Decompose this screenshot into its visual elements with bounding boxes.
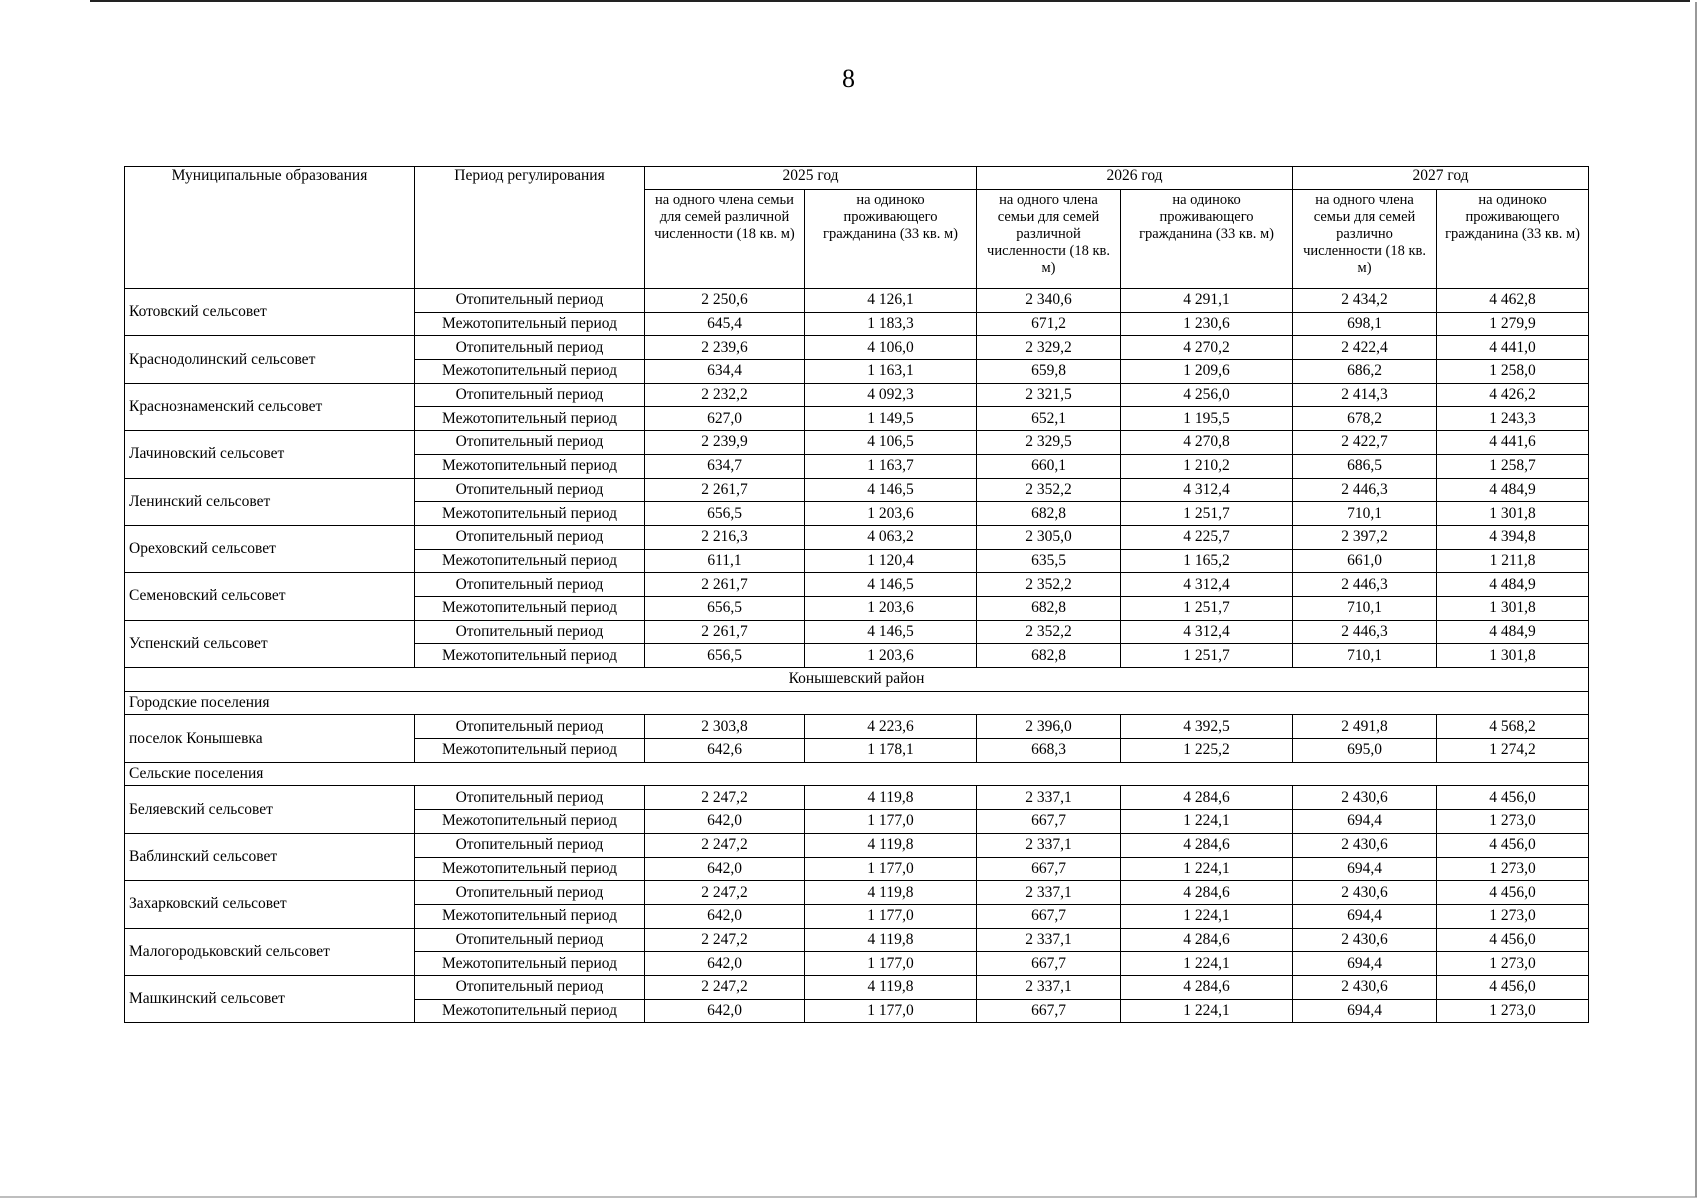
value-cell: 682,8: [977, 596, 1121, 620]
value-cell: 4 146,5: [805, 573, 977, 597]
value-cell: 4 119,8: [805, 881, 977, 905]
value-cell: 1 301,8: [1437, 596, 1589, 620]
value-cell: 4 568,2: [1437, 715, 1589, 739]
value-cell: 4 223,6: [805, 715, 977, 739]
value-cell: 2 337,1: [977, 833, 1121, 857]
value-cell: 2 430,6: [1293, 786, 1437, 810]
value-cell: 2 247,2: [645, 975, 805, 999]
period-heating: Отопительный период: [415, 715, 645, 739]
value-cell: 2 250,6: [645, 289, 805, 313]
value-cell: 4 284,6: [1121, 881, 1293, 905]
table-row: [125, 289, 1589, 313]
value-cell: 4 312,4: [1121, 478, 1293, 502]
value-cell: 642,0: [645, 952, 805, 976]
value-cell: 4 441,0: [1437, 336, 1589, 360]
header-subcol-2026-single: на одиноко проживающего гражданина (33 кв. м): [1121, 190, 1293, 289]
value-cell: 1 273,0: [1437, 904, 1589, 928]
page-number: 8: [842, 64, 855, 93]
value-cell: 2 261,7: [645, 573, 805, 597]
value-cell: 682,8: [977, 502, 1121, 526]
value-cell: 2 446,3: [1293, 573, 1437, 597]
value-cell: 2 321,5: [977, 383, 1121, 407]
value-cell: 2 396,0: [977, 715, 1121, 739]
period-heating: Отопительный период: [415, 383, 645, 407]
value-cell: 686,2: [1293, 360, 1437, 384]
value-cell: 634,4: [645, 360, 805, 384]
value-cell: 2 414,3: [1293, 383, 1437, 407]
municipality-name: Беляевский сельсовет: [125, 786, 415, 833]
municipality-name: Малогородьковский сельсовет: [125, 928, 415, 975]
value-cell: 2 434,2: [1293, 289, 1437, 313]
value-cell: 4 119,8: [805, 786, 977, 810]
value-cell: 4 063,2: [805, 525, 977, 549]
value-cell: 694,4: [1293, 999, 1437, 1023]
value-cell: 4 284,6: [1121, 786, 1293, 810]
value-cell: 4 441,6: [1437, 431, 1589, 455]
header-municipality: Муниципальные образования: [125, 167, 415, 289]
value-cell: 1 120,4: [805, 549, 977, 573]
value-cell: 4 119,8: [805, 975, 977, 999]
municipality-name: Краснодолинский сельсовет: [125, 336, 415, 383]
table-row: [125, 786, 1589, 810]
value-cell: 1 224,1: [1121, 857, 1293, 881]
value-cell: 661,0: [1293, 549, 1437, 573]
value-cell: 2 247,2: [645, 881, 805, 905]
value-cell: 667,7: [977, 857, 1121, 881]
value-cell: 2 422,4: [1293, 336, 1437, 360]
value-cell: 1 224,1: [1121, 810, 1293, 834]
value-cell: 4 270,2: [1121, 336, 1293, 360]
value-cell: 1 279,9: [1437, 312, 1589, 336]
header-subcol-2027-single: на одиноко проживающего гражданина (33 кв. м): [1437, 190, 1589, 289]
period-heating: Отопительный период: [415, 573, 645, 597]
header-period: Период регулирования: [415, 167, 645, 289]
value-cell: 694,4: [1293, 857, 1437, 881]
value-cell: 695,0: [1293, 739, 1437, 763]
value-cell: 1 210,2: [1121, 454, 1293, 478]
period-non-heating: Межотопительный период: [415, 312, 645, 336]
value-cell: 668,3: [977, 739, 1121, 763]
value-cell: 2 446,3: [1293, 478, 1437, 502]
value-cell: 4 284,6: [1121, 975, 1293, 999]
municipality-name: Успенский сельсовет: [125, 620, 415, 667]
value-cell: 671,2: [977, 312, 1121, 336]
value-cell: 4 270,8: [1121, 431, 1293, 455]
value-cell: 4 456,0: [1437, 833, 1589, 857]
period-heating: Отопительный период: [415, 786, 645, 810]
table-row: [125, 881, 1589, 905]
period-heating: Отопительный период: [415, 620, 645, 644]
value-cell: 4 394,8: [1437, 525, 1589, 549]
value-cell: 1 274,2: [1437, 739, 1589, 763]
value-cell: 686,5: [1293, 454, 1437, 478]
value-cell: 2 397,2: [1293, 525, 1437, 549]
value-cell: 667,7: [977, 952, 1121, 976]
period-heating: Отопительный период: [415, 881, 645, 905]
municipality-name: Ореховский сельсовет: [125, 525, 415, 572]
value-cell: 1 203,6: [805, 644, 977, 668]
header-year-2027: 2027 год: [1293, 167, 1589, 190]
value-cell: 1 165,2: [1121, 549, 1293, 573]
value-cell: 2 239,9: [645, 431, 805, 455]
table-row: [125, 715, 1589, 739]
value-cell: 642,0: [645, 999, 805, 1023]
value-cell: 611,1: [645, 549, 805, 573]
value-cell: 1 301,8: [1437, 644, 1589, 668]
value-cell: 656,5: [645, 596, 805, 620]
value-cell: 4 284,6: [1121, 928, 1293, 952]
value-cell: 642,0: [645, 810, 805, 834]
period-heating: Отопительный период: [415, 928, 645, 952]
value-cell: 4 392,5: [1121, 715, 1293, 739]
value-cell: 1 251,7: [1121, 502, 1293, 526]
value-cell: 694,4: [1293, 952, 1437, 976]
value-cell: 1 177,0: [805, 999, 977, 1023]
value-cell: 1 258,7: [1437, 454, 1589, 478]
value-cell: 2 430,6: [1293, 928, 1437, 952]
value-cell: 4 146,5: [805, 620, 977, 644]
value-cell: 635,5: [977, 549, 1121, 573]
tariff-table: [124, 166, 1589, 1023]
value-cell: 1 195,5: [1121, 407, 1293, 431]
value-cell: 634,7: [645, 454, 805, 478]
value-cell: 1 177,0: [805, 857, 977, 881]
table-row: [125, 833, 1589, 857]
table-row: [125, 431, 1589, 455]
period-heating: Отопительный период: [415, 478, 645, 502]
value-cell: 1 301,8: [1437, 502, 1589, 526]
value-cell: 1 177,0: [805, 810, 977, 834]
value-cell: 2 261,7: [645, 620, 805, 644]
header-subcol-2027-family: на одного члена семьи для семей различно численности (18 кв. м): [1293, 190, 1437, 289]
value-cell: 678,2: [1293, 407, 1437, 431]
value-cell: 1 209,6: [1121, 360, 1293, 384]
period-non-heating: Межотопительный период: [415, 596, 645, 620]
header-year-2025: 2025 год: [645, 167, 977, 190]
value-cell: 4 484,9: [1437, 620, 1589, 644]
municipality-name: поселок Конышевка: [125, 715, 415, 762]
value-cell: 1 203,6: [805, 502, 977, 526]
period-non-heating: Межотопительный период: [415, 857, 645, 881]
value-cell: 694,4: [1293, 810, 1437, 834]
value-cell: 1 251,7: [1121, 644, 1293, 668]
period-non-heating: Межотопительный период: [415, 739, 645, 763]
section-row: [125, 691, 1589, 715]
value-cell: 4 284,6: [1121, 833, 1293, 857]
value-cell: 1 273,0: [1437, 810, 1589, 834]
value-cell: 4 484,9: [1437, 478, 1589, 502]
period-non-heating: Межотопительный период: [415, 360, 645, 384]
value-cell: 1 243,3: [1437, 407, 1589, 431]
period-non-heating: Межотопительный период: [415, 952, 645, 976]
value-cell: 4 225,7: [1121, 525, 1293, 549]
value-cell: 645,4: [645, 312, 805, 336]
value-cell: 4 456,0: [1437, 928, 1589, 952]
value-cell: 2 247,2: [645, 928, 805, 952]
value-cell: 1 177,0: [805, 952, 977, 976]
period-heating: Отопительный период: [415, 289, 645, 313]
value-cell: 659,8: [977, 360, 1121, 384]
period-non-heating: Межотопительный период: [415, 549, 645, 573]
header-year-2026: 2026 год: [977, 167, 1293, 190]
value-cell: 1 224,1: [1121, 952, 1293, 976]
value-cell: 2 491,8: [1293, 715, 1437, 739]
value-cell: 656,5: [645, 644, 805, 668]
value-cell: 1 203,6: [805, 596, 977, 620]
value-cell: 2 340,6: [977, 289, 1121, 313]
table-row: [125, 525, 1589, 549]
value-cell: 2 337,1: [977, 786, 1121, 810]
value-cell: 4 119,8: [805, 833, 977, 857]
value-cell: 4 119,8: [805, 928, 977, 952]
value-cell: 642,6: [645, 739, 805, 763]
district-label: Конышевский район: [125, 668, 1589, 692]
value-cell: 1 178,1: [805, 739, 977, 763]
value-cell: 4 312,4: [1121, 620, 1293, 644]
value-cell: 2 446,3: [1293, 620, 1437, 644]
value-cell: 2 422,7: [1293, 431, 1437, 455]
value-cell: 1 211,8: [1437, 549, 1589, 573]
value-cell: 1 273,0: [1437, 999, 1589, 1023]
value-cell: 2 239,6: [645, 336, 805, 360]
value-cell: 4 106,5: [805, 431, 977, 455]
municipality-name: Машкинский сельсовет: [125, 975, 415, 1022]
municipality-name: Краснознаменский сельсовет: [125, 383, 415, 430]
table-row: [125, 928, 1589, 952]
period-heating: Отопительный период: [415, 975, 645, 999]
value-cell: 652,1: [977, 407, 1121, 431]
district-row: [125, 668, 1589, 692]
value-cell: 1 225,2: [1121, 739, 1293, 763]
value-cell: 667,7: [977, 810, 1121, 834]
value-cell: 2 352,2: [977, 478, 1121, 502]
value-cell: 2 232,2: [645, 383, 805, 407]
value-cell: 4 462,8: [1437, 289, 1589, 313]
period-heating: Отопительный период: [415, 431, 645, 455]
municipality-name: Захарковский сельсовет: [125, 881, 415, 928]
value-cell: 1 149,5: [805, 407, 977, 431]
scan-edge-top: [90, 0, 1690, 2]
value-cell: 2 247,2: [645, 833, 805, 857]
header-subcol-2026-family: на одного члена семьи для семей различной численности (18 кв. м): [977, 190, 1121, 289]
period-non-heating: Межотопительный период: [415, 904, 645, 928]
value-cell: 698,1: [1293, 312, 1437, 336]
value-cell: 710,1: [1293, 502, 1437, 526]
header-row-years: [125, 167, 1589, 190]
period-non-heating: Межотопительный период: [415, 810, 645, 834]
section-row: [125, 762, 1589, 786]
value-cell: 2 337,1: [977, 881, 1121, 905]
table-row: [125, 383, 1589, 407]
period-heating: Отопительный период: [415, 833, 645, 857]
section-label: Сельские поселения: [125, 762, 1589, 786]
header-subcol-2025-single: на одиноко проживающего гражданина (33 кв. м): [805, 190, 977, 289]
municipality-name: Семеновский сельсовет: [125, 573, 415, 620]
value-cell: 694,4: [1293, 904, 1437, 928]
value-cell: 2 216,3: [645, 525, 805, 549]
value-cell: 1 163,1: [805, 360, 977, 384]
value-cell: 1 258,0: [1437, 360, 1589, 384]
value-cell: 1 273,0: [1437, 857, 1589, 881]
value-cell: 4 426,2: [1437, 383, 1589, 407]
value-cell: 660,1: [977, 454, 1121, 478]
value-cell: 1 224,1: [1121, 999, 1293, 1023]
value-cell: 1 183,3: [805, 312, 977, 336]
value-cell: 4 106,0: [805, 336, 977, 360]
scan-edge-bottom: [0, 1196, 1697, 1198]
value-cell: 1 273,0: [1437, 952, 1589, 976]
municipality-name: Ленинский сельсовет: [125, 478, 415, 525]
value-cell: 2 247,2: [645, 786, 805, 810]
value-cell: 4 456,0: [1437, 975, 1589, 999]
value-cell: 2 352,2: [977, 620, 1121, 644]
value-cell: 1 163,7: [805, 454, 977, 478]
municipality-name: Котовский сельсовет: [125, 289, 415, 336]
value-cell: 2 337,1: [977, 928, 1121, 952]
value-cell: 1 251,7: [1121, 596, 1293, 620]
value-cell: 4 256,0: [1121, 383, 1293, 407]
value-cell: 627,0: [645, 407, 805, 431]
value-cell: 642,0: [645, 904, 805, 928]
period-heating: Отопительный период: [415, 525, 645, 549]
value-cell: 2 430,6: [1293, 975, 1437, 999]
table-row: [125, 620, 1589, 644]
value-cell: 2 329,5: [977, 431, 1121, 455]
value-cell: 2 261,7: [645, 478, 805, 502]
period-non-heating: Межотопительный период: [415, 999, 645, 1023]
value-cell: 4 092,3: [805, 383, 977, 407]
value-cell: 656,5: [645, 502, 805, 526]
value-cell: 710,1: [1293, 644, 1437, 668]
value-cell: 2 337,1: [977, 975, 1121, 999]
value-cell: 4 126,1: [805, 289, 977, 313]
value-cell: 682,8: [977, 644, 1121, 668]
period-heating: Отопительный период: [415, 336, 645, 360]
value-cell: 4 146,5: [805, 478, 977, 502]
value-cell: 710,1: [1293, 596, 1437, 620]
value-cell: 4 291,1: [1121, 289, 1293, 313]
value-cell: 2 430,6: [1293, 881, 1437, 905]
period-non-heating: Межотопительный период: [415, 644, 645, 668]
period-non-heating: Межотопительный период: [415, 407, 645, 431]
value-cell: 642,0: [645, 857, 805, 881]
value-cell: 667,7: [977, 904, 1121, 928]
value-cell: 1 177,0: [805, 904, 977, 928]
value-cell: 1 230,6: [1121, 312, 1293, 336]
header-subcol-2025-family: на одного члена семьи для семей различной численности (18 кв. м): [645, 190, 805, 289]
period-non-heating: Межотопительный период: [415, 454, 645, 478]
table-row: [125, 573, 1589, 597]
value-cell: 2 303,8: [645, 715, 805, 739]
value-cell: 4 456,0: [1437, 786, 1589, 810]
value-cell: 2 329,2: [977, 336, 1121, 360]
value-cell: 2 305,0: [977, 525, 1121, 549]
value-cell: 4 312,4: [1121, 573, 1293, 597]
table-row: [125, 336, 1589, 360]
table-row: [125, 975, 1589, 999]
value-cell: 667,7: [977, 999, 1121, 1023]
value-cell: 2 430,6: [1293, 833, 1437, 857]
municipality-name: Лачиновский сельсовет: [125, 431, 415, 478]
value-cell: 4 456,0: [1437, 881, 1589, 905]
table-row: [125, 478, 1589, 502]
period-non-heating: Межотопительный период: [415, 502, 645, 526]
value-cell: 1 224,1: [1121, 904, 1293, 928]
section-label: Городские поселения: [125, 691, 1589, 715]
municipality-name: Ваблинский сельсовет: [125, 833, 415, 880]
value-cell: 4 484,9: [1437, 573, 1589, 597]
value-cell: 2 352,2: [977, 573, 1121, 597]
